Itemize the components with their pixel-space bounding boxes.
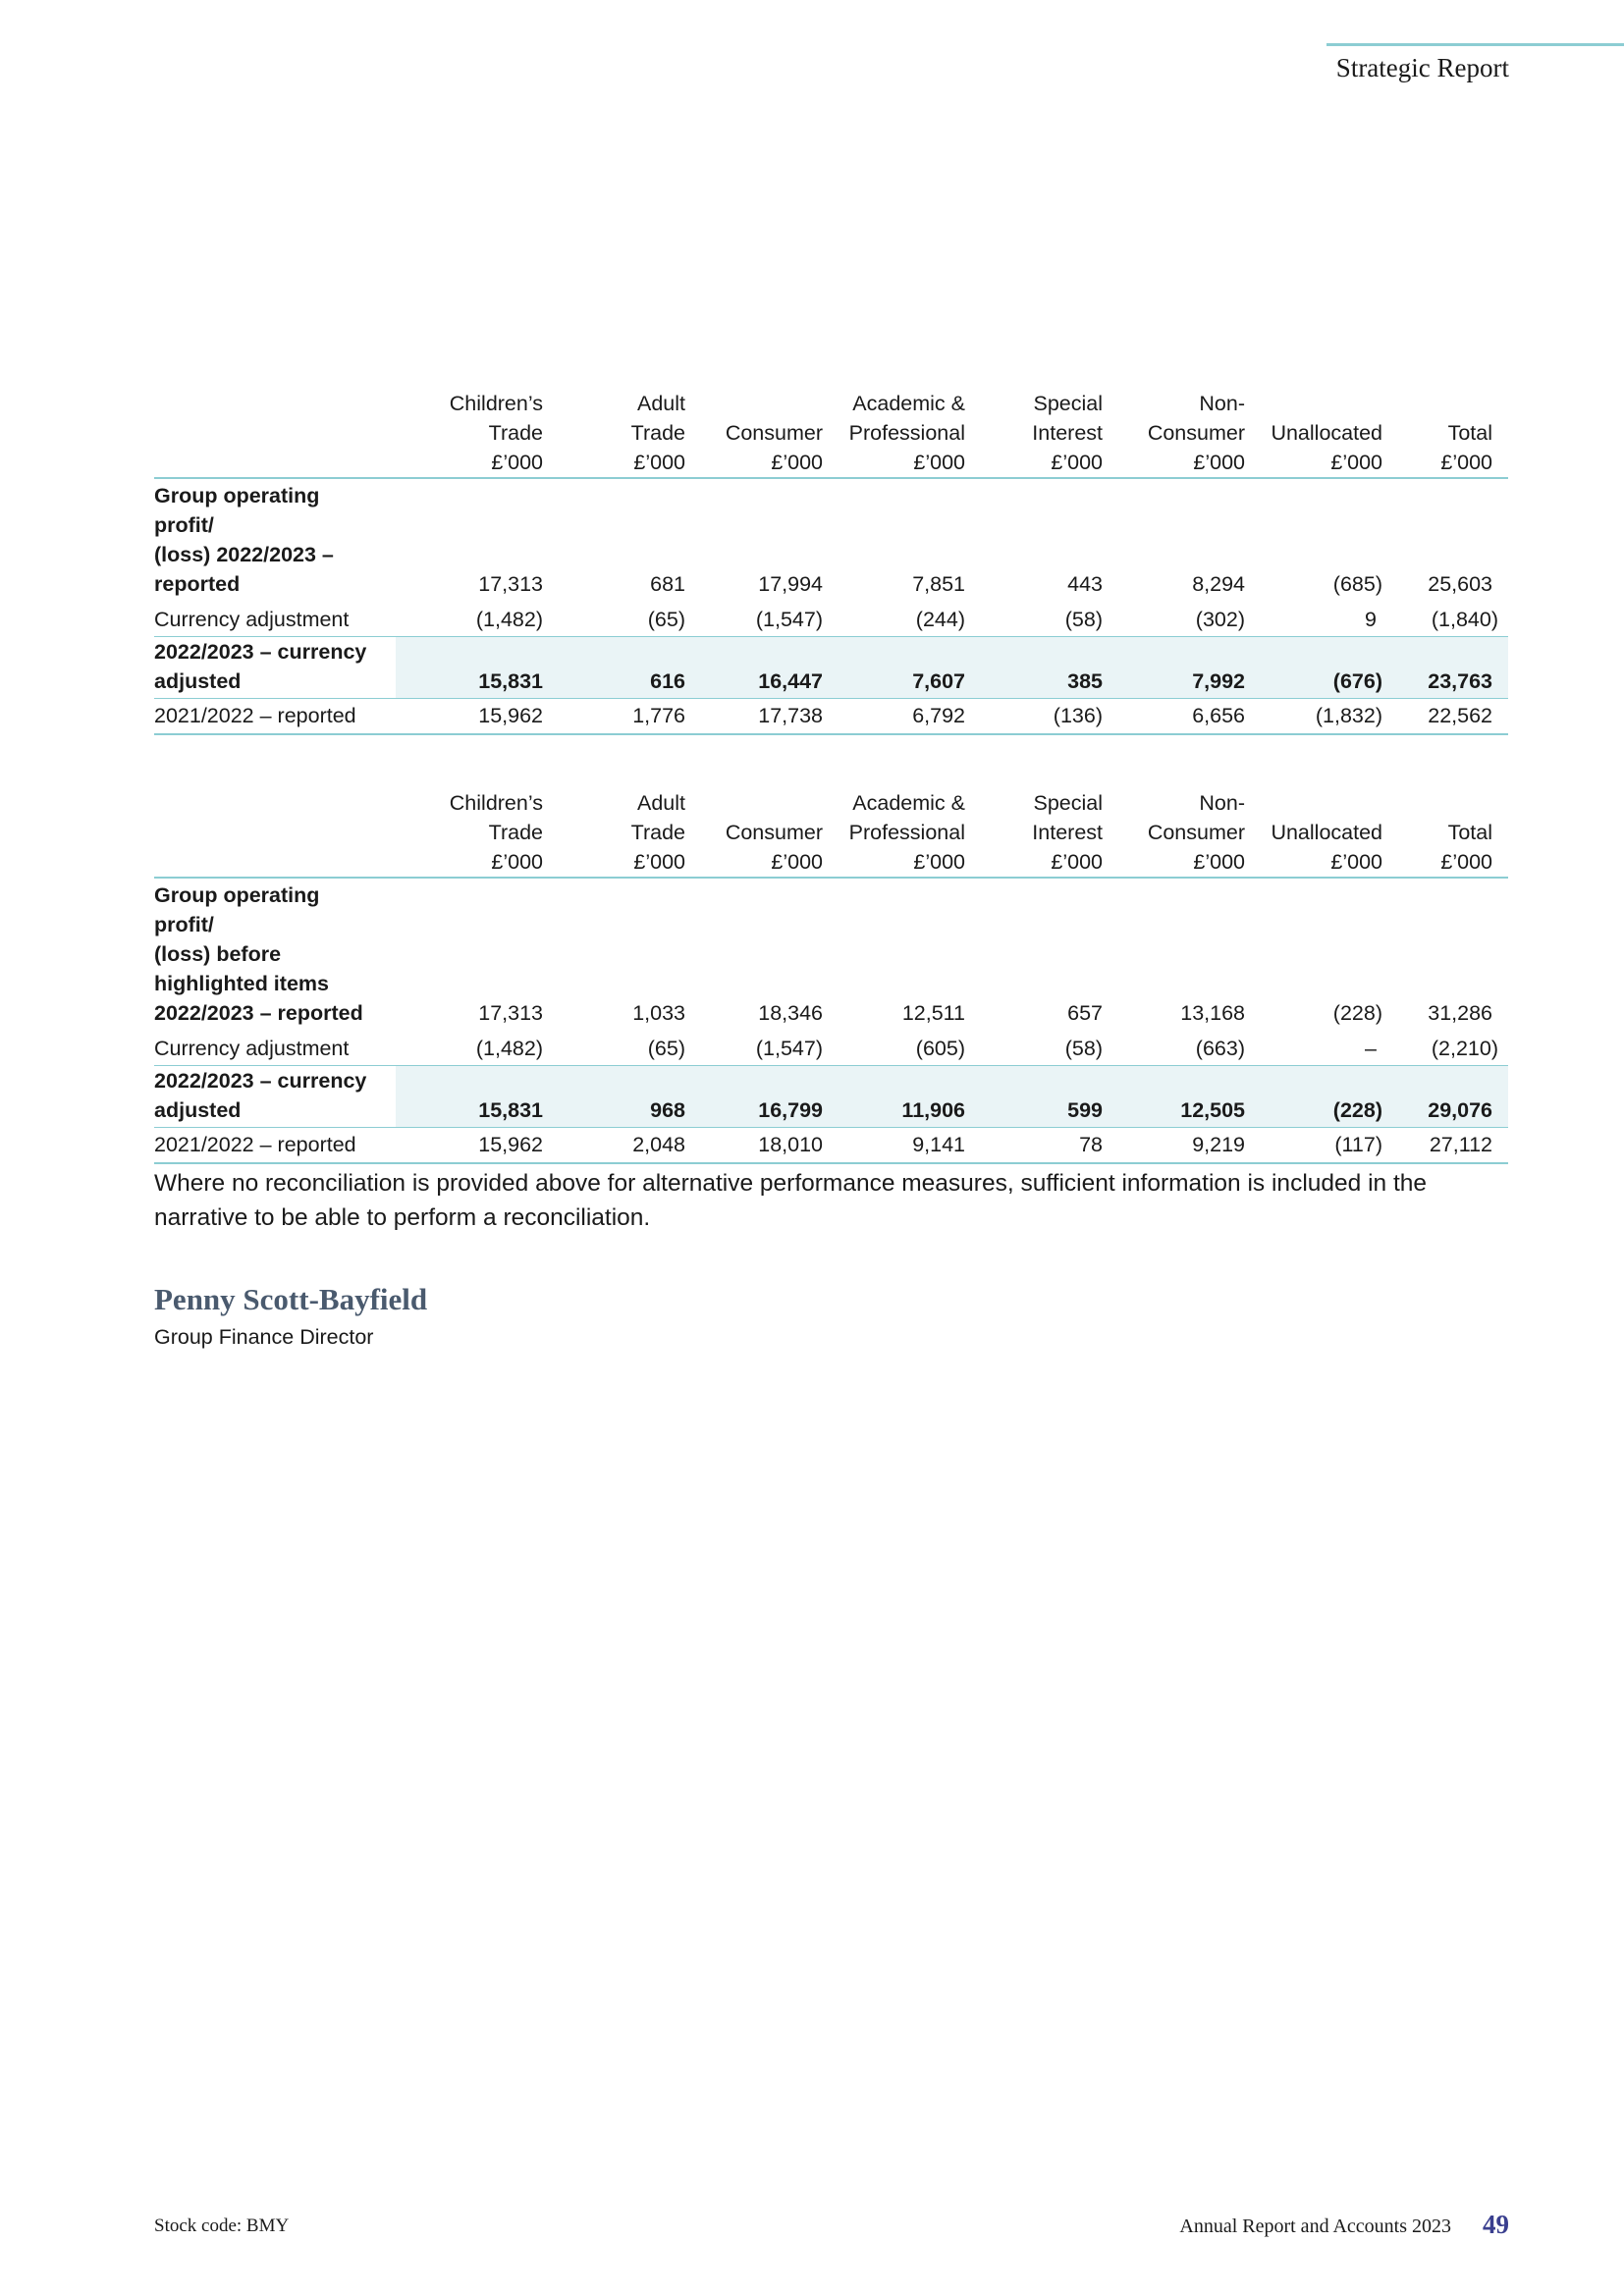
- table-row-reported: [154, 878, 1508, 1032]
- table-row-reported: [154, 478, 1508, 603]
- column-header-children-s: Children’s Trade £’000: [449, 392, 543, 474]
- column-header-adult: Adult Trade £’000: [630, 791, 685, 874]
- value-cell: (685): [1332, 572, 1382, 596]
- row-label: Currency adjustment: [154, 608, 350, 631]
- value-cell: 18,010: [758, 1133, 823, 1156]
- value-cell: (244): [915, 608, 965, 631]
- value-cell: 15,831: [396, 1066, 543, 1128]
- column-header-academic: Academic & Professional £’000: [848, 392, 965, 474]
- value-cell: 16,447: [685, 637, 823, 699]
- value-cell: (1,840): [1431, 608, 1498, 631]
- value-cell: 78: [1079, 1133, 1103, 1156]
- value-cell: (136): [1053, 704, 1103, 727]
- column-header-non: Non- Consumer £’000: [1147, 791, 1245, 874]
- column-header-consumer: Consumer £’000: [725, 821, 823, 874]
- value-cell: (1,482): [475, 1037, 543, 1060]
- value-cell: (117): [1334, 1133, 1382, 1156]
- reconciliation-note: Where no reconciliation is provided above for alternative performance measures, sufficient information is included in the narrative to be able to perform a reconciliation.: [154, 1170, 1427, 1231]
- signatory-name: Penny Scott-Bayfield: [154, 1282, 428, 1316]
- value-cell: (65): [647, 1037, 685, 1060]
- column-header-consumer: Consumer £’000: [725, 421, 823, 474]
- column-header-children-s: Children’s Trade £’000: [449, 791, 543, 874]
- value-cell: 8,294: [1192, 572, 1245, 596]
- header-rule: [1326, 43, 1624, 46]
- value-cell: 968: [543, 1066, 685, 1128]
- value-cell: 9,219: [1192, 1133, 1245, 1156]
- value-cell: 17,738: [758, 704, 823, 727]
- table-row-currency: [154, 603, 1508, 637]
- section-title: Strategic Report: [1335, 53, 1509, 82]
- table-row-prior: [154, 699, 1508, 735]
- page-number: 49: [1483, 2210, 1509, 2239]
- value-cell: (1,547): [755, 608, 823, 631]
- value-cell: 23,763: [1382, 637, 1508, 699]
- value-cell: 17,994: [758, 572, 823, 596]
- column-header-academic: Academic & Professional £’000: [848, 791, 965, 874]
- value-cell: 7,607: [823, 637, 965, 699]
- row-label: 2022/2023 – currency adjusted: [154, 1066, 396, 1128]
- column-header-non: Non- Consumer £’000: [1147, 392, 1245, 474]
- row-label: Currency adjustment: [154, 1037, 350, 1060]
- column-header-unallocated: Unallocated £’000: [1271, 421, 1382, 474]
- value-cell: 12,505: [1103, 1066, 1245, 1128]
- value-cell: (228): [1332, 1001, 1382, 1025]
- value-cell: 616: [543, 637, 685, 699]
- value-cell: 6,792: [912, 704, 965, 727]
- value-cell: (302): [1195, 608, 1245, 631]
- table-header-row: [154, 788, 1508, 878]
- value-cell: 25,603: [1428, 572, 1492, 596]
- header-label-cell: [154, 788, 396, 878]
- value-cell: 12,511: [901, 1001, 965, 1025]
- table-row-adjusted: [154, 637, 1508, 699]
- value-cell: 31,286: [1428, 1001, 1492, 1025]
- column-header-unallocated: Unallocated £’000: [1271, 821, 1382, 874]
- value-cell: (1,547): [755, 1037, 823, 1060]
- value-cell: 385: [965, 637, 1103, 699]
- operating-profit-table: [154, 389, 1508, 735]
- value-cell: 17,313: [478, 1001, 543, 1025]
- value-cell: 15,831: [396, 637, 543, 699]
- value-cell: 27,112: [1429, 1133, 1492, 1156]
- row-label: 2022/2023 – currency adjusted: [154, 637, 396, 699]
- column-header-total: Total £’000: [1440, 421, 1492, 474]
- value-cell: (663): [1195, 1037, 1245, 1060]
- table-row-prior: [154, 1128, 1508, 1164]
- publication-title: Annual Report and Accounts 2023: [1179, 2216, 1451, 2237]
- signatory-role: Group Finance Director: [154, 1325, 374, 1349]
- value-cell: 13,168: [1180, 1001, 1245, 1025]
- value-cell: 16,799: [685, 1066, 823, 1128]
- column-header-special: Special Interest £’000: [1032, 791, 1103, 874]
- value-cell: (58): [1064, 1037, 1103, 1060]
- value-cell: 7,992: [1103, 637, 1245, 699]
- table-row-currency: [154, 1032, 1508, 1066]
- value-cell: 6,656: [1192, 704, 1245, 727]
- value-cell: (1,482): [475, 608, 543, 631]
- value-cell: 22,562: [1428, 704, 1492, 727]
- value-cell: 18,346: [758, 1001, 823, 1025]
- value-cell: 29,076: [1382, 1066, 1508, 1128]
- stock-code: Stock code: BMY: [154, 2216, 290, 2236]
- value-cell: (58): [1064, 608, 1103, 631]
- table-header-row: [154, 389, 1508, 478]
- value-cell: –: [1365, 1037, 1377, 1060]
- value-cell: 15,962: [478, 704, 543, 727]
- row-label: 2021/2022 – reported: [154, 1133, 356, 1156]
- value-cell: (228): [1245, 1066, 1382, 1128]
- value-cell: 599: [965, 1066, 1103, 1128]
- value-cell: 17,313: [478, 572, 543, 596]
- value-cell: (65): [647, 608, 685, 631]
- column-header-adult: Adult Trade £’000: [630, 392, 685, 474]
- value-cell: (2,210): [1431, 1037, 1498, 1060]
- column-header-special: Special Interest £’000: [1032, 392, 1103, 474]
- value-cell: 657: [1067, 1001, 1103, 1025]
- row-label: Group operating profit/ (loss) before highlighted items 2022/2023 – reported: [154, 883, 363, 1025]
- value-cell: 681: [650, 572, 685, 596]
- header-label-cell: [154, 389, 396, 478]
- row-label: Group operating profit/ (loss) 2022/2023 – reported: [154, 484, 334, 596]
- table-row-adjusted: [154, 1066, 1508, 1128]
- value-cell: 1,033: [632, 1001, 685, 1025]
- value-cell: 2,048: [632, 1133, 685, 1156]
- value-cell: 443: [1067, 572, 1103, 596]
- value-cell: (676): [1245, 637, 1382, 699]
- value-cell: 11,906: [823, 1066, 965, 1128]
- value-cell: 1,776: [632, 704, 685, 727]
- column-header-total: Total £’000: [1440, 821, 1492, 874]
- value-cell: (1,832): [1315, 704, 1382, 727]
- value-cell: 7,851: [912, 572, 965, 596]
- value-cell: 9,141: [912, 1133, 965, 1156]
- value-cell: (605): [915, 1037, 965, 1060]
- row-label: 2021/2022 – reported: [154, 704, 356, 727]
- value-cell: 9: [1365, 608, 1377, 631]
- value-cell: 15,962: [478, 1133, 543, 1156]
- operating-profit-before-highlighted-items-table: [154, 788, 1508, 1164]
